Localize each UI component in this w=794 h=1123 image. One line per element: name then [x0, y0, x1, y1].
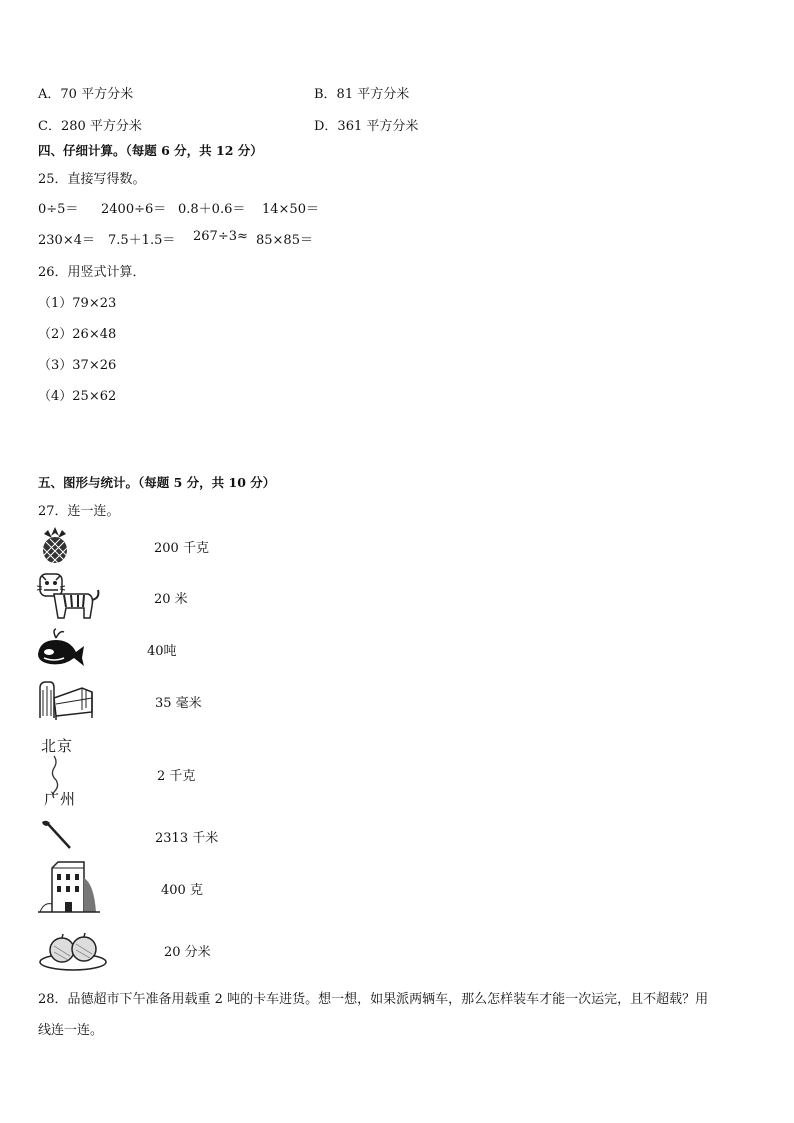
q27-unit: 20 米 — [154, 592, 188, 607]
q26-prompt: 26．用竖式计算． — [38, 265, 146, 280]
q25-expr: 2400÷6＝ — [101, 202, 167, 217]
q27-unit: 35 毫米 — [155, 696, 202, 711]
pineapple-icon — [38, 526, 72, 564]
q27-unit: 400 克 — [161, 883, 203, 898]
section-5-heading: 五、图形与统计。（每题 5 分，共 10 分） — [38, 475, 276, 490]
q25-expr: 230×4＝ — [38, 233, 95, 248]
q25-expr: 14×50＝ — [262, 202, 319, 217]
q25-prompt: 25．直接写得数。 — [38, 172, 146, 187]
q26-item: （3）37×26 — [38, 358, 117, 373]
apples-plate-icon — [38, 928, 108, 972]
q26-item: （1）79×23 — [38, 296, 117, 311]
q28-text-line1: 28．品德超市下午准备用载重 2 吨的卡车进货。想一想，如果派两辆车，那么怎样装车才能一次运完，且不超载？用 — [38, 992, 709, 1007]
nail-icon — [40, 818, 74, 850]
q27-unit: 40吨 — [147, 644, 177, 659]
choice-b: B．81 平方分米 — [314, 87, 410, 102]
whale-icon — [36, 628, 86, 668]
building-icon — [38, 858, 100, 914]
choice-c: C．280 平方分米 — [38, 119, 142, 134]
section-4-heading: 四、仔细计算。（每题 6 分，共 12 分） — [38, 143, 263, 158]
tiger-icon — [36, 572, 102, 620]
map-label-beijing: 北京 — [41, 737, 74, 755]
q27-unit: 2313 千米 — [155, 831, 219, 846]
q25-expr: 0÷5＝ — [38, 202, 79, 217]
q28-text-line2: 线连一连。 — [38, 1023, 104, 1038]
q25-expr: 267÷3≈ — [193, 229, 248, 244]
map-label-guangzhou: 广州 — [44, 790, 77, 808]
q25-expr: 7.5＋1.5＝ — [108, 233, 176, 248]
q27-unit: 20 分米 — [164, 945, 211, 960]
q26-item: （2）26×48 — [38, 327, 117, 342]
bed-icon — [38, 678, 94, 720]
beijing-guangzhou-map — [38, 734, 84, 810]
choice-d: D．361 平方分米 — [314, 119, 419, 134]
q26-item: （4）25×62 — [38, 389, 117, 404]
q27-unit: 200 千克 — [154, 541, 209, 556]
q27-unit: 2 千克 — [157, 769, 196, 784]
q25-expr: 85×85＝ — [256, 233, 313, 248]
q25-expr: 0.8＋0.6＝ — [178, 202, 246, 217]
choice-a: A．70 平方分米 — [38, 87, 134, 102]
q27-prompt: 27．连一连。 — [38, 504, 120, 519]
